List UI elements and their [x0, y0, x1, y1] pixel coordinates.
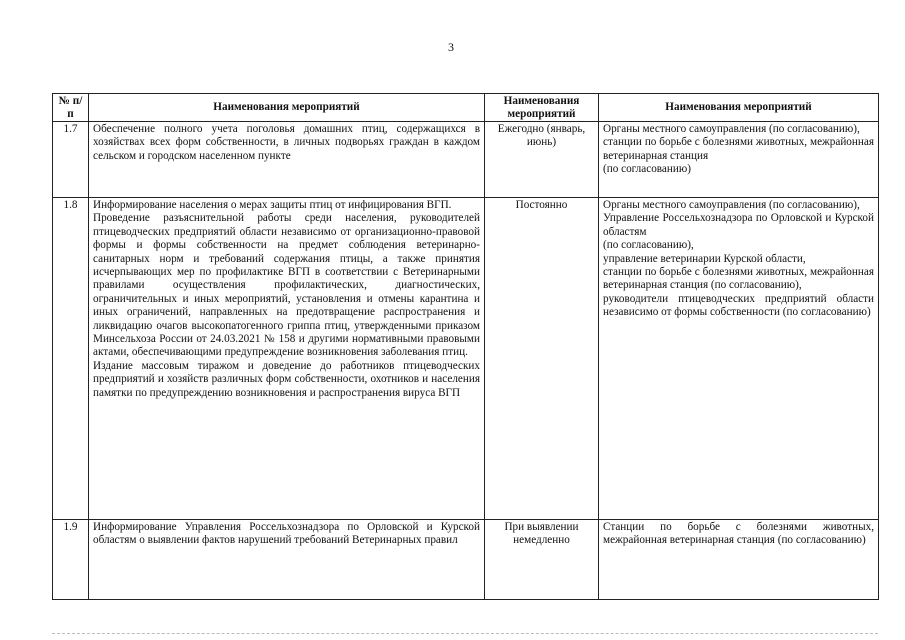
measure-responsible: [599, 520, 879, 600]
header-num: № п/п: [53, 94, 89, 122]
responsible-line: Органы местного самоуправления (по согласованию),: [603, 123, 860, 135]
page-bottom-edge: [52, 633, 878, 634]
responsible-line: (по согласованию),: [603, 239, 694, 252]
header-responsible: Наименования мероприятий: [599, 94, 879, 122]
responsible-line: Станции по борьбе с болезнями животных, межрайонная ветеринарная станция (по согласованию): [603, 521, 874, 547]
table-header-row: [53, 94, 879, 122]
measure-term: Ежегодно (январь, июнь): [485, 122, 599, 198]
measure-term: Постоянно: [485, 198, 599, 520]
responsible-line: Органы местного самоуправления (по согласованию),: [603, 199, 860, 211]
responsible-line: станции по борьбе с болезнями животных, межрайонная ветеринарная станция (по согласованию),: [603, 266, 874, 292]
measure-term: При выявлении немедленно: [485, 520, 599, 600]
measures-table: [52, 93, 879, 600]
responsible-line: (по согласованию): [603, 163, 691, 176]
responsible-line: Управление Россельхознадзора по Орловской и Курской областям: [603, 212, 874, 238]
header-name: Наименования мероприятий: [89, 94, 485, 122]
measure-paragraph: Проведение разъяснительной работы среди населения, руководителей птицеводческих предприятий области независимо от организационно-правовой формы и формы собственности на предмет соблюдения ветеринарно-санитарных норм и требований содержания птицы, а также принятия исчерпывающих мер по профилактике ВГП в соответствии с Ветеринарными правилами осуществления профилактических, диагностических, ограничительных и иных мероприятий, установления и отмены карантина и иных ограничений, направленных на предотвращение распространения и ликвидацию очагов высокопатогенного гриппа птиц, утвержденными приказом Минсельхоза России от 24.03.2021 № 158 и другими нормативными правовыми актами, обеспечивающими предупреждение возникновения заболевания птиц.: [93, 212, 480, 359]
row-number: 1.9: [53, 520, 89, 600]
page-number: 3: [448, 40, 454, 54]
measure-paragraph: Информирование населения о мерах защиты птиц от инфицирования ВГП.: [93, 199, 452, 211]
measure-name: [89, 520, 485, 600]
responsible-line: руководители птицеводческих предприятий области независимо от формы собственности (по согласованию): [603, 292, 874, 319]
measure-responsible: [599, 122, 879, 198]
responsible-line: станции по борьбе с болезнями животных, межрайонная ветеринарная станция: [603, 136, 874, 162]
table-row: [53, 122, 879, 198]
measure-paragraph: Информирование Управления Россельхознадзора по Орловской и Курской областям о выявлении фактов нарушений требований Ветеринарных правил: [93, 521, 480, 547]
header-term: Наименования мероприятий: [485, 94, 599, 122]
table-row: [53, 198, 879, 520]
responsible-line: управление ветеринарии Курской области,: [603, 252, 806, 265]
row-number: 1.7: [53, 122, 89, 198]
measure-responsible: [599, 198, 879, 520]
measure-paragraph: Издание массовым тиражом и доведение до работников птицеводческих предприятий и хозяйств различных форм собственности, охотников и населения памятки по предупреждению возникновения и распространения вируса ВГП: [93, 359, 480, 399]
measure-paragraph: Обеспечение полного учета поголовья домашних птиц, содержащихся в хозяйствах всех форм собственности, в личных подворьях граждан в каждом сельском и городском населенном пункте: [93, 123, 480, 162]
measure-name: [89, 198, 485, 520]
measure-name: [89, 122, 485, 198]
row-number: 1.8: [53, 198, 89, 520]
table-row: [53, 520, 879, 600]
